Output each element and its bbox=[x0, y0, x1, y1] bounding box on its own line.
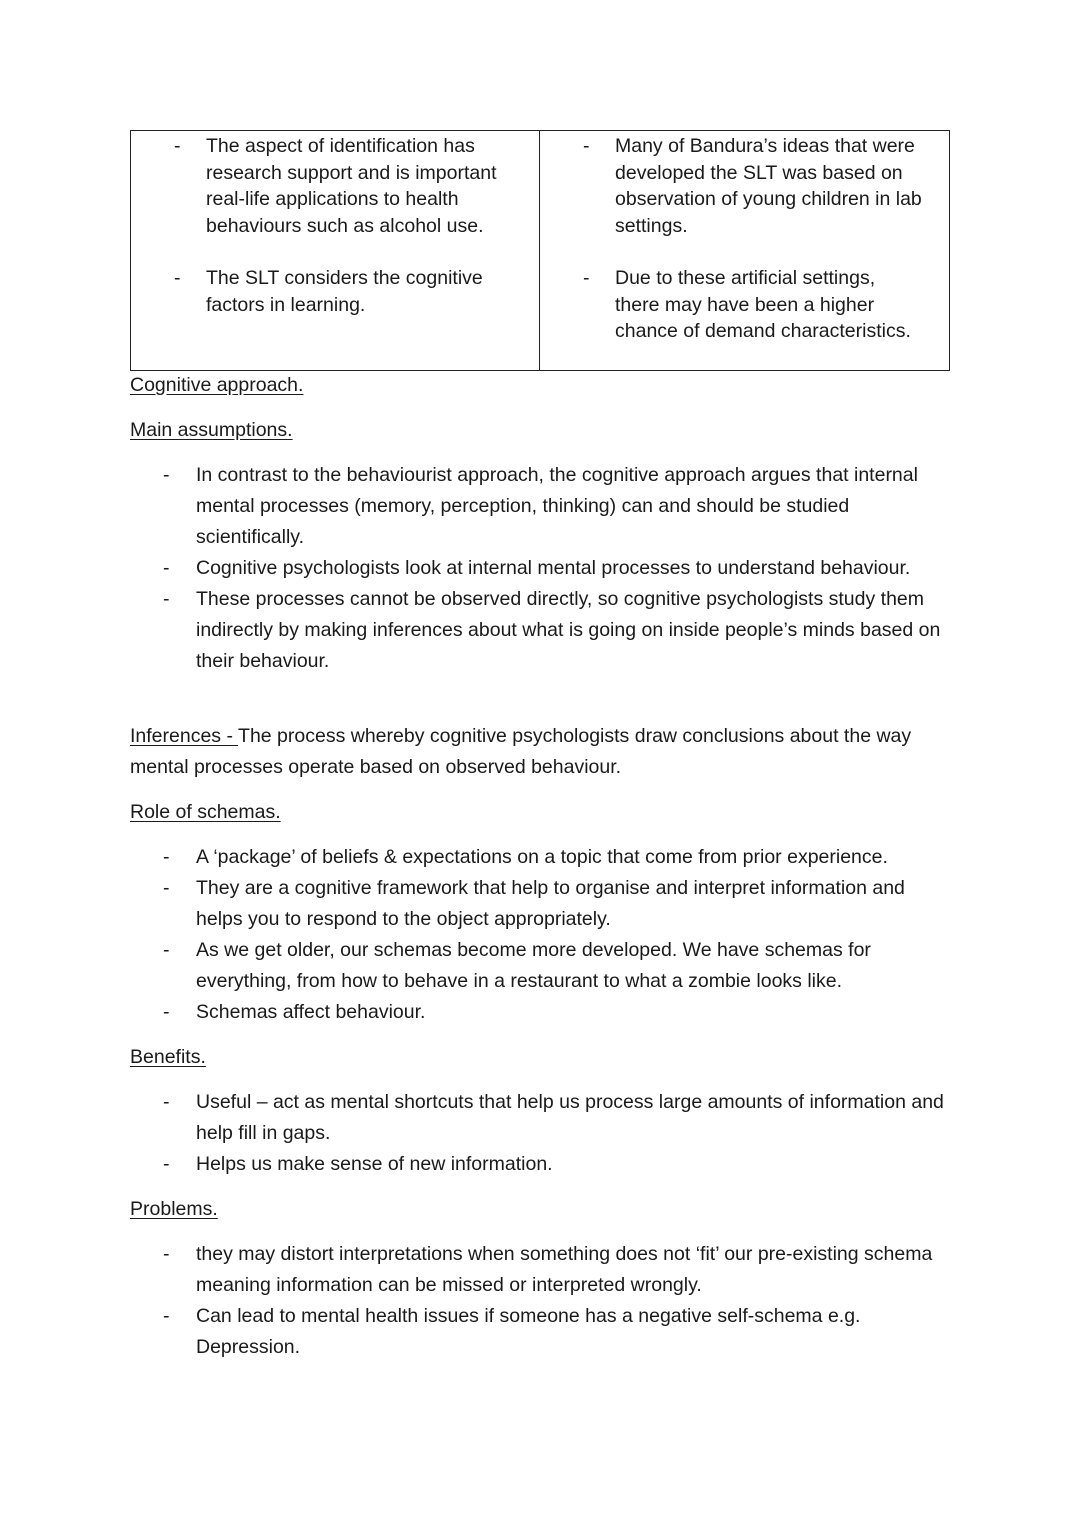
schemas-list bbox=[163, 842, 953, 1028]
table-item: - The SLT considers the cognitive factors in learning. bbox=[174, 267, 483, 316]
inferences-definition: Inferences - The process whereby cognitive psychologists draw conclusions about the way mental processes operate based on observed behaviour. bbox=[130, 725, 912, 778]
list-item: - Schemas affect behaviour. bbox=[163, 1001, 426, 1023]
table-item: - The aspect of identification has research support and is important real-life applications to health behaviours such as alcohol use. bbox=[174, 135, 497, 237]
benefits-list bbox=[163, 1087, 953, 1180]
list-item: - Can lead to mental health issues if someone has a negative self-schema e.g. Depression. bbox=[163, 1305, 861, 1358]
list-item: - They are a cognitive framework that help to organise and interpret information and helps you to respond to the object appropriately. bbox=[163, 877, 905, 930]
list-item: - As we get older, our schemas become more developed. We have schemas for everything, from how to behave in a restaurant to what a zombie looks like. bbox=[163, 939, 871, 992]
section-title: Cognitive approach. bbox=[130, 374, 304, 396]
list-item: - Useful – act as mental shortcuts that help us process large amounts of information and help fill in gaps. bbox=[163, 1091, 944, 1144]
table-item: - Due to these artificial settings, there may have been a higher chance of demand characteristics. bbox=[583, 267, 911, 342]
assumptions-list bbox=[163, 460, 953, 677]
inferences-term: Inferences - bbox=[130, 725, 239, 747]
evaluation-table bbox=[130, 130, 950, 371]
problems-list bbox=[163, 1239, 953, 1363]
problems-heading: Problems. bbox=[130, 1198, 218, 1220]
list-item: - Helps us make sense of new information. bbox=[163, 1153, 553, 1175]
assumptions-heading: Main assumptions. bbox=[130, 419, 293, 441]
list-item: - A ‘package’ of beliefs & expectations on a topic that come from prior experience. bbox=[163, 846, 888, 868]
list-item: - Cognitive psychologists look at internal mental processes to understand behaviour. bbox=[163, 557, 911, 579]
weaknesses-column bbox=[540, 131, 949, 370]
list-item: - These processes cannot be observed directly, so cognitive psychologists study them indirectly by making inferences about what is going on inside people’s minds based on their behaviour. bbox=[163, 588, 941, 672]
benefits-heading: Benefits. bbox=[130, 1046, 206, 1068]
schemas-heading: Role of schemas. bbox=[130, 801, 281, 823]
table-item: - Many of Bandura’s ideas that were developed the SLT was based on observation of young children in lab settings. bbox=[583, 135, 922, 237]
list-item: - they may distort interpretations when something does not ‘fit’ our pre-existing schema meaning information can be missed or interpreted wrongly. bbox=[163, 1243, 933, 1296]
strengths-column bbox=[131, 131, 540, 370]
list-item: - In contrast to the behaviourist approach, the cognitive approach argues that internal mental processes (memory, perception, thinking) can and should be studied scientifically. bbox=[163, 464, 918, 548]
